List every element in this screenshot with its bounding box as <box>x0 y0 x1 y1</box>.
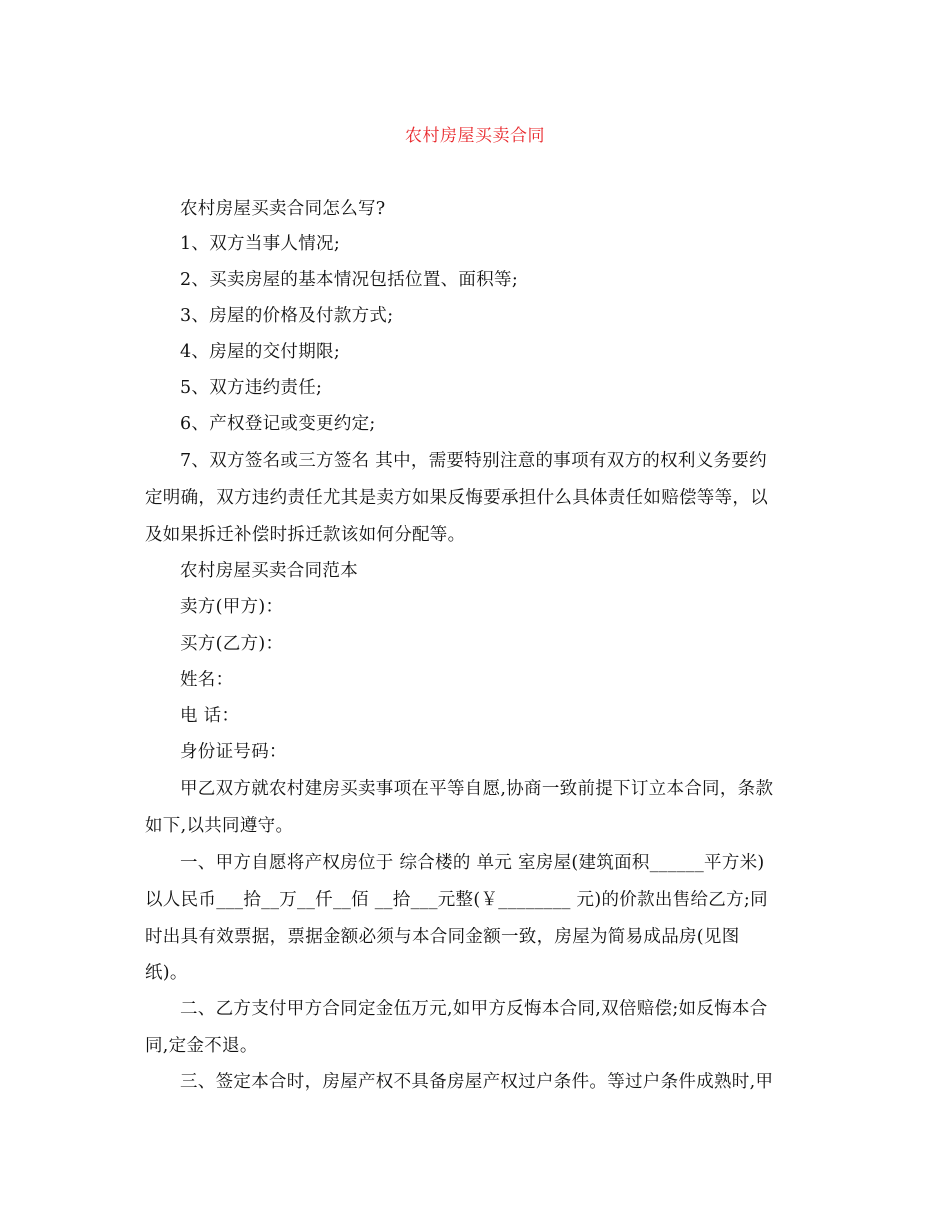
paragraph-line: 卖方(甲方)： <box>180 597 284 617</box>
paragraph-line: 6、产权登记或变更约定; <box>180 414 376 434</box>
paragraph-line: 同,定金不退。 <box>145 1036 258 1056</box>
paragraph-line: 农村房屋买卖合同范本 <box>180 561 358 581</box>
paragraph-line: 电 话： <box>180 706 240 726</box>
paragraph-line: 4、房屋的交付期限; <box>180 342 341 362</box>
paragraph-line: 三、签定本合时，房屋产权不具备房屋产权过户条件。等过户条件成熟时,甲 <box>180 1072 774 1092</box>
paragraph-line: 2、买卖房屋的基本情况包括位置、面积等; <box>180 270 519 290</box>
paragraph-line: 纸)。 <box>145 963 188 983</box>
paragraph-line: 买方(乙方)： <box>180 634 284 654</box>
paragraph-line: 姓名： <box>180 670 234 690</box>
paragraph-line: 农村房屋买卖合同怎么写? <box>180 199 386 219</box>
paragraph-line: 一、甲方自愿将产权房位于 综合楼的 单元 室房屋(建筑面积______平方米) <box>180 853 765 873</box>
paragraph-line: 二、乙方支付甲方合同定金伍万元,如甲方反悔本合同,双倍赔偿;如反悔本合 <box>180 999 768 1019</box>
paragraph-line: 时出具有效票据，票据金额必须与本合同金额一致，房屋为简易成品房(见图 <box>145 927 740 947</box>
paragraph-line: 如下,以共同遵守。 <box>145 816 294 836</box>
paragraph-line: 定明确，双方违约责任尤其是卖方如果反悔要承担什么具体责任如赔偿等等，以 <box>145 488 768 508</box>
paragraph-line: 5、双方违约责任; <box>180 378 323 398</box>
paragraph-line: 以人民币___拾__万__仟__佰 __拾___元整(￥________ 元)的价款出售给乙方;同 <box>145 890 768 910</box>
paragraph-line: 甲乙双方就农村建房买卖事项在平等自愿,协商一致前提下订立本合同，条款 <box>180 779 774 799</box>
paragraph-line: 1、双方当事人情况; <box>180 234 341 254</box>
paragraph-line: 及如果拆迁补偿时拆迁款该如何分配等。 <box>145 525 466 545</box>
document-title: 农村房屋买卖合同 <box>405 126 545 146</box>
paragraph-line: 7、双方签名或三方签名 其中，需要特别注意的事项有双方的权利义务要约 <box>180 451 767 471</box>
paragraph-line: 3、房屋的价格及付款方式; <box>180 306 394 326</box>
paragraph-line: 身份证号码： <box>180 742 287 762</box>
